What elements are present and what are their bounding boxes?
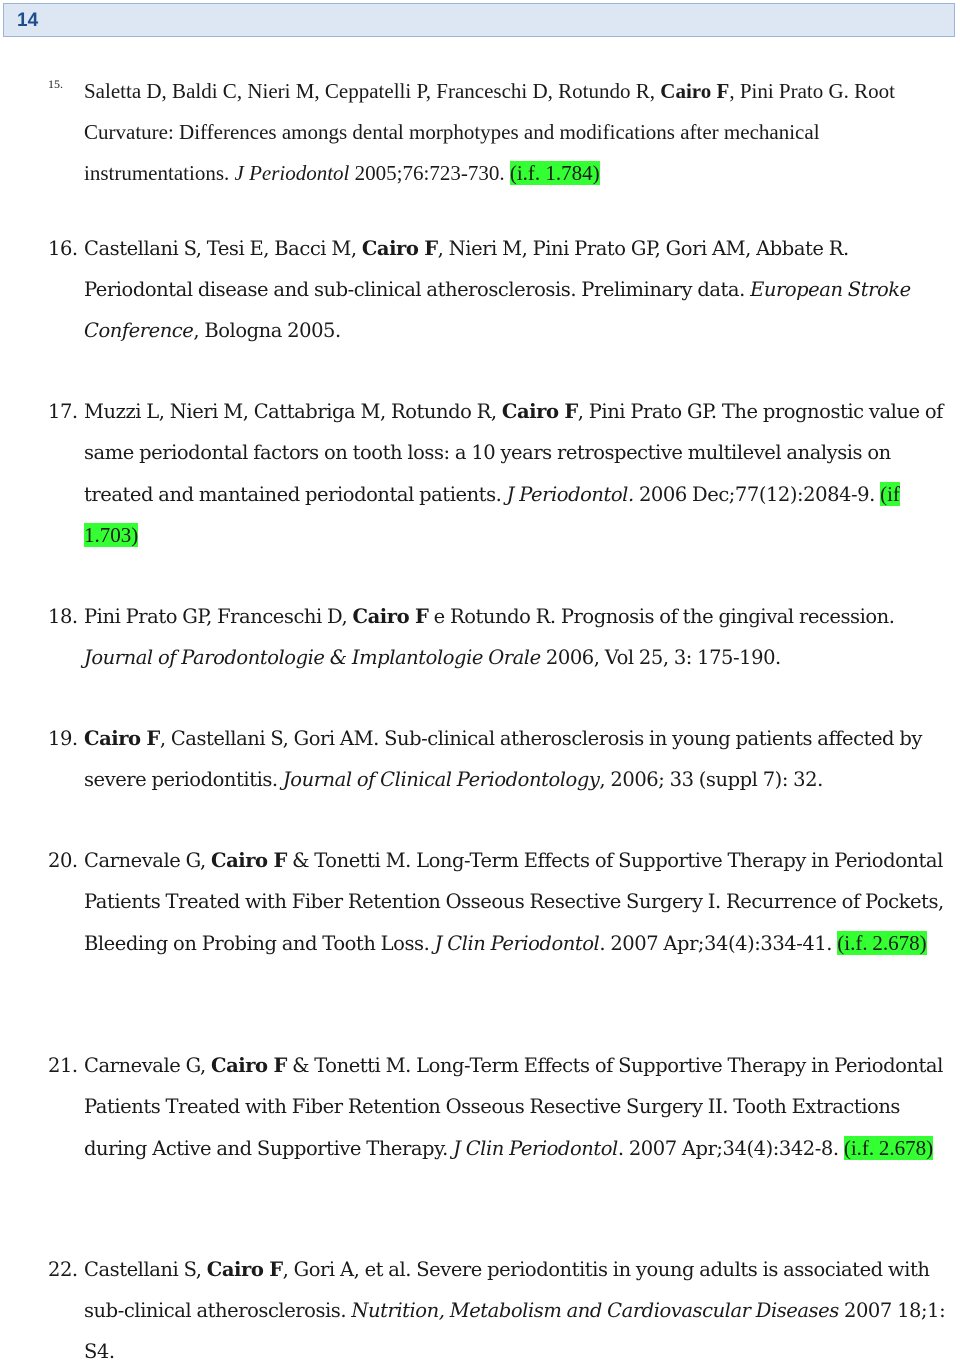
reference-authors: Pini Prato GP, Franceschi D, [84, 605, 353, 628]
reference-journal: Journal of Clinical Periodontology [282, 767, 600, 791]
reference-title: & Tonetti M. Long-Term Effects of Supportive Therapy in Periodontal Patients Treated with Fiber Retention Osseous Resective Surgery II. Tooth Extractions during Active and Supportive Therapy. [84, 1054, 943, 1160]
reference-title: e Rotundo R. Prognosis of the gingival recession. [428, 605, 895, 628]
reference-journal: Nutrition, Metabolism and Cardiovascular Diseases [351, 1298, 839, 1322]
reference-title: , Castellani S, Gori AM. Sub-clinical atherosclerosis in young patients affected by severe periodontitis. [84, 727, 922, 791]
reference-number: 16. [48, 237, 78, 260]
reference-journal: European Stroke Conference [84, 277, 911, 342]
reference-authors: Muzzi L, Nieri M, Cattabriga M, Rotundo R, [84, 400, 502, 423]
reference-22 [48, 1250, 948, 1372]
reference-highlight-author: Cairo F [361, 237, 438, 260]
reference-citation: . 2007 Apr;34(4):342-8. [617, 1136, 844, 1160]
reference-citation: , 2006; 33 (suppl 7): 32. [599, 767, 823, 791]
reference-number: 19. [48, 727, 78, 750]
reference-text [84, 71, 948, 193]
reference-authors: Carnevale G, [84, 1054, 212, 1077]
reference-highlight-author: Cairo F [206, 1258, 283, 1281]
impact-factor-badge: (if 1.703) [84, 481, 900, 548]
reference-highlight-author: Cairo F [660, 79, 730, 103]
reference-journal: J Clin Periodontol [434, 931, 600, 955]
reference-journal: J Periodontol. [506, 482, 634, 506]
reference-authors: Castellani S, [84, 1258, 207, 1281]
reference-text [84, 719, 948, 801]
reference-text [84, 597, 948, 679]
reference-16 [48, 229, 948, 351]
reference-title: , Pini Prato GP. The prognostic value of same periodontal factors on tooth loss: a 10 years retrospective multilevel analysis on treated and mantained periodontal patients. [84, 400, 943, 506]
reference-highlight-author: Cairo F [84, 727, 160, 750]
reference-text [84, 392, 948, 557]
reference-number: 21. [48, 1054, 78, 1077]
reference-highlight-author: Cairo F [211, 1054, 287, 1077]
reference-number: 18. [48, 605, 78, 628]
reference-authors: Saletta D, Baldi C, Nieri M, Ceppatelli P, Franceschi D, Rotundo R, [84, 79, 661, 103]
reference-title: , Pini Prato G. Root Curvature: Differences amongs dental morphotypes and modifications after mechanical instrumentations. [84, 79, 895, 185]
reference-19 [48, 719, 948, 801]
reference-title: , Gori A, et al. Severe periodontitis in young adults is associated with sub-clinical atherosclerosis. [84, 1258, 930, 1322]
reference-number: 17. [48, 400, 78, 423]
reference-journal: J Periodontol [234, 160, 350, 185]
reference-highlight-author: Cairo F [352, 605, 429, 628]
reference-18 [48, 597, 948, 679]
reference-citation: 2005;76:723-730. [349, 160, 510, 185]
reference-title: , Nieri M, Pini Prato GP, Gori AM, Abbate R. Periodontal disease and sub-clinical atherosclerosis. Preliminary data. [84, 237, 849, 301]
reference-citation: 2007 18;1: S4. [84, 1298, 946, 1363]
reference-21 [48, 1046, 948, 1169]
reference-title: & Tonetti M. Long-Term Effects of Supportive Therapy in Periodontal Patients Treated with Fiber Retention Osseous Resective Surgery I. Recurrence of Pockets, Bleeding on Probing and Tooth Loss. [84, 849, 944, 955]
reference-highlight-author: Cairo F [501, 400, 578, 423]
reference-journal: Journal of Parodontologie & Implantologie Orale [84, 645, 541, 669]
impact-factor-badge: (i.f. 2.678) [837, 930, 927, 955]
reference-citation: 2006, Vol 25, 3: 175-190. [540, 645, 781, 669]
reference-number: 20. [48, 849, 78, 872]
reference-journal: J Clin Periodontol [453, 1136, 618, 1160]
reference-text [84, 1046, 948, 1169]
reference-text [84, 229, 948, 351]
reference-number: 15. [48, 77, 63, 91]
reference-citation: 2006 Dec;77(12):2084-9. [633, 482, 881, 506]
page-header-bar [3, 3, 955, 37]
reference-authors: Carnevale G, [84, 849, 212, 872]
reference-citation: , Bologna 2005. [193, 318, 341, 342]
reference-text [84, 1250, 948, 1372]
reference-17 [48, 392, 948, 557]
reference-number: 22. [48, 1258, 78, 1281]
reference-20 [48, 841, 948, 964]
impact-factor-badge: (i.f. 2.678) [843, 1135, 934, 1160]
reference-15 [48, 64, 948, 193]
reference-text [84, 841, 948, 964]
reference-authors: Castellani S, Tesi E, Bacci M, [84, 237, 362, 260]
page-number: 14 [17, 10, 39, 31]
reference-citation: . 2007 Apr;34(4):334-41. [599, 931, 838, 955]
reference-highlight-author: Cairo F [211, 849, 287, 872]
impact-factor-badge: (i.f. 1.784) [509, 160, 600, 185]
